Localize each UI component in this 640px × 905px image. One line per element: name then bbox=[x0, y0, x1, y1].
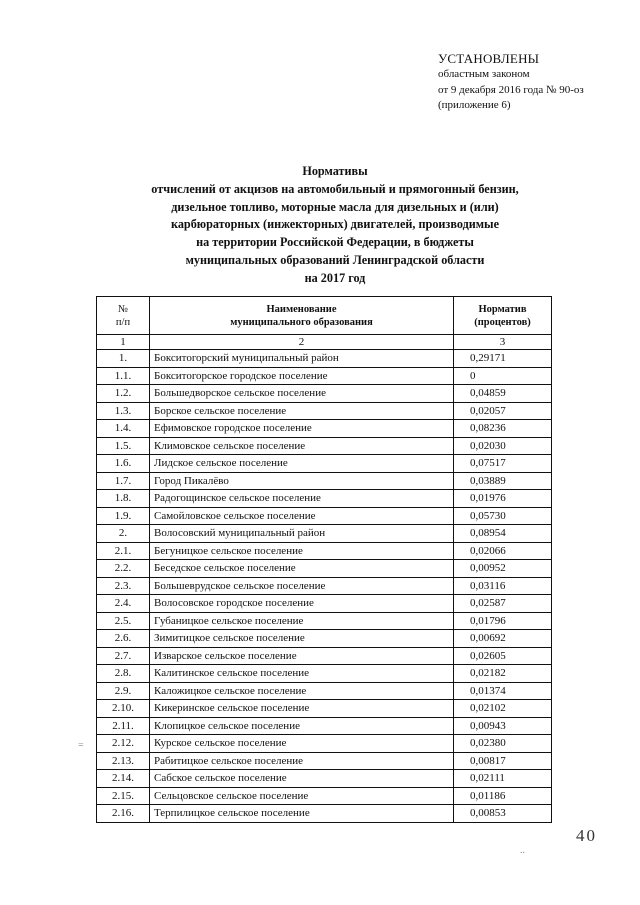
row-name: Самойловское сельское поселение bbox=[150, 507, 454, 525]
row-name: Сельцовское сельское поселение bbox=[150, 787, 454, 805]
table-row bbox=[97, 542, 552, 560]
header-norm-line2: (процентов) bbox=[474, 316, 531, 328]
table-row bbox=[97, 682, 552, 700]
row-number: 2.12. bbox=[97, 735, 150, 753]
title-line: Нормативы bbox=[302, 164, 368, 178]
row-name: Курское сельское поселение bbox=[150, 735, 454, 753]
title-line: карбюраторных (инжекторных) двигателей, производимые bbox=[170, 217, 499, 232]
table-row bbox=[97, 805, 552, 823]
table-row bbox=[97, 420, 552, 438]
row-number: 2.3. bbox=[97, 577, 150, 595]
header-number-line2: п/п bbox=[115, 316, 131, 328]
column-index-row bbox=[97, 335, 552, 350]
header-norm-line1: Норматив bbox=[478, 303, 527, 315]
table-row bbox=[97, 735, 552, 753]
row-value: 0 bbox=[454, 367, 552, 385]
row-name: Зимитицкое сельское поселение bbox=[150, 630, 454, 648]
table-row bbox=[97, 717, 552, 735]
row-number: 2.4. bbox=[97, 595, 150, 613]
title-line: дизельное топливо, моторные масла для дизельных и (или) bbox=[171, 199, 499, 214]
row-number: 1.4. bbox=[97, 420, 150, 438]
title-line: отчислений от акцизов на автомобильный и прямогонный бензин, bbox=[151, 181, 519, 196]
title-line: на 2017 год bbox=[304, 270, 366, 285]
row-value: 0,01796 bbox=[454, 612, 552, 630]
column-index: 1 bbox=[97, 335, 150, 350]
header-name-line2: муниципального образования bbox=[230, 316, 373, 328]
table-row bbox=[97, 770, 552, 788]
approval-heading: УСТАНОВЛЕНЫ bbox=[438, 51, 540, 66]
table-row bbox=[97, 437, 552, 455]
row-value: 0,02030 bbox=[454, 437, 552, 455]
row-name: Волосовский муниципальный район bbox=[150, 525, 454, 543]
row-name: Калитинское сельское поселение bbox=[150, 665, 454, 683]
row-number: 2.11. bbox=[97, 717, 150, 735]
row-name: Каложицкое сельское поселение bbox=[150, 682, 454, 700]
row-value: 0,03116 bbox=[454, 577, 552, 595]
row-name: Большеврудское сельское поселение bbox=[150, 577, 454, 595]
row-value: 0,03889 bbox=[454, 472, 552, 490]
row-value: 0,01976 bbox=[454, 490, 552, 508]
header-number bbox=[97, 297, 150, 335]
margin-mark: = bbox=[78, 740, 84, 751]
row-number: 2.5. bbox=[97, 612, 150, 630]
row-value: 0,02102 bbox=[454, 700, 552, 718]
row-number: 2.8. bbox=[97, 665, 150, 683]
title-line: на территории Российской Федерации, в бюджеты bbox=[196, 235, 474, 250]
header-number-line1: № bbox=[117, 303, 129, 315]
table-row bbox=[97, 630, 552, 648]
row-number: 2.10. bbox=[97, 700, 150, 718]
table-row bbox=[97, 455, 552, 473]
row-number: 1.5. bbox=[97, 437, 150, 455]
row-value: 0,29171 bbox=[454, 350, 552, 368]
row-number: 2.2. bbox=[97, 560, 150, 578]
table-row bbox=[97, 402, 552, 420]
row-value: 0,04859 bbox=[454, 385, 552, 403]
row-value: 0,02182 bbox=[454, 665, 552, 683]
row-value: 0,08954 bbox=[454, 525, 552, 543]
approval-appendix-line: (приложение 6) bbox=[438, 99, 511, 111]
row-name: Бокситогорский муниципальный район bbox=[150, 350, 454, 368]
row-name: Беседское сельское поселение bbox=[150, 560, 454, 578]
table-row bbox=[97, 490, 552, 508]
table-row bbox=[97, 367, 552, 385]
header-name bbox=[150, 297, 454, 335]
column-index: 3 bbox=[454, 335, 552, 350]
row-name: Бокситогорское городское поселение bbox=[150, 367, 454, 385]
row-name: Большедворское сельское поселение bbox=[150, 385, 454, 403]
table-row bbox=[97, 612, 552, 630]
table-row bbox=[97, 525, 552, 543]
row-number: 2.16. bbox=[97, 805, 150, 823]
row-value: 0,00817 bbox=[454, 752, 552, 770]
row-value: 0,02066 bbox=[454, 542, 552, 560]
row-name: Бегуницкое сельское поселение bbox=[150, 542, 454, 560]
table-row bbox=[97, 350, 552, 368]
table-row bbox=[97, 595, 552, 613]
table-row bbox=[97, 560, 552, 578]
table-row bbox=[97, 647, 552, 665]
table-row bbox=[97, 385, 552, 403]
row-value: 0,00692 bbox=[454, 630, 552, 648]
row-value: 0,00943 bbox=[454, 717, 552, 735]
row-value: 0,05730 bbox=[454, 507, 552, 525]
row-number: 1.8. bbox=[97, 490, 150, 508]
row-value: 0,02380 bbox=[454, 735, 552, 753]
row-value: 0,00853 bbox=[454, 805, 552, 823]
row-number: 2.1. bbox=[97, 542, 150, 560]
row-number: 2.14. bbox=[97, 770, 150, 788]
table-row bbox=[97, 665, 552, 683]
approval-law-line: областным законом bbox=[438, 68, 530, 80]
row-number: 1.2. bbox=[97, 385, 150, 403]
table-row bbox=[97, 700, 552, 718]
table-row bbox=[97, 577, 552, 595]
row-value: 0,02111 bbox=[454, 770, 552, 788]
row-value: 0,01374 bbox=[454, 682, 552, 700]
row-name: Изварское сельское поселение bbox=[150, 647, 454, 665]
table-row bbox=[97, 507, 552, 525]
row-value: 0,02587 bbox=[454, 595, 552, 613]
row-name: Борское сельское поселение bbox=[150, 402, 454, 420]
row-value: 0,02605 bbox=[454, 647, 552, 665]
row-number: 2.15. bbox=[97, 787, 150, 805]
row-name: Рабитицкое сельское поселение bbox=[150, 752, 454, 770]
row-name: Клопицкое сельское поселение bbox=[150, 717, 454, 735]
table-header-row bbox=[97, 297, 552, 335]
column-index: 2 bbox=[150, 335, 454, 350]
row-name: Кикеринское сельское поселение bbox=[150, 700, 454, 718]
row-number: 2.7. bbox=[97, 647, 150, 665]
row-number: 2.13. bbox=[97, 752, 150, 770]
norms-table bbox=[96, 296, 552, 823]
row-name: Ефимовское городское поселение bbox=[150, 420, 454, 438]
row-number: 1. bbox=[97, 350, 150, 368]
document-title bbox=[100, 163, 570, 288]
row-value: 0,02057 bbox=[454, 402, 552, 420]
header-name-line1: Наименование bbox=[266, 303, 337, 315]
page-number: 40 bbox=[576, 826, 597, 845]
row-name: Лидское сельское поселение bbox=[150, 455, 454, 473]
row-number: 1.9. bbox=[97, 507, 150, 525]
title-line: муниципальных образований Ленинградской области bbox=[185, 252, 485, 267]
row-name: Радогощинское сельское поселение bbox=[150, 490, 454, 508]
row-number: 1.6. bbox=[97, 455, 150, 473]
row-number: 2.6. bbox=[97, 630, 150, 648]
row-name: Город Пикалёво bbox=[150, 472, 454, 490]
table-row bbox=[97, 787, 552, 805]
margin-mark: .. bbox=[520, 845, 525, 856]
row-number: 1.3. bbox=[97, 402, 150, 420]
table-row bbox=[97, 472, 552, 490]
row-name: Волосовское городское поселение bbox=[150, 595, 454, 613]
table-row bbox=[97, 752, 552, 770]
approval-stamp bbox=[438, 50, 584, 114]
row-value: 0,07517 bbox=[454, 455, 552, 473]
row-number: 2.9. bbox=[97, 682, 150, 700]
row-number: 1.7. bbox=[97, 472, 150, 490]
approval-date-line: от 9 декабря 2016 года № 90-оз bbox=[438, 83, 584, 96]
row-number: 1.1. bbox=[97, 367, 150, 385]
row-number: 2. bbox=[97, 525, 150, 543]
row-name: Климовское сельское поселение bbox=[150, 437, 454, 455]
row-value: 0,08236 bbox=[454, 420, 552, 438]
header-norm bbox=[454, 297, 552, 335]
row-value: 0,01186 bbox=[454, 787, 552, 805]
row-name: Губаницкое сельское поселение bbox=[150, 612, 454, 630]
row-name: Сабское сельское поселение bbox=[150, 770, 454, 788]
row-value: 0,00952 bbox=[454, 560, 552, 578]
row-name: Терпилицкое сельское поселение bbox=[150, 805, 454, 823]
